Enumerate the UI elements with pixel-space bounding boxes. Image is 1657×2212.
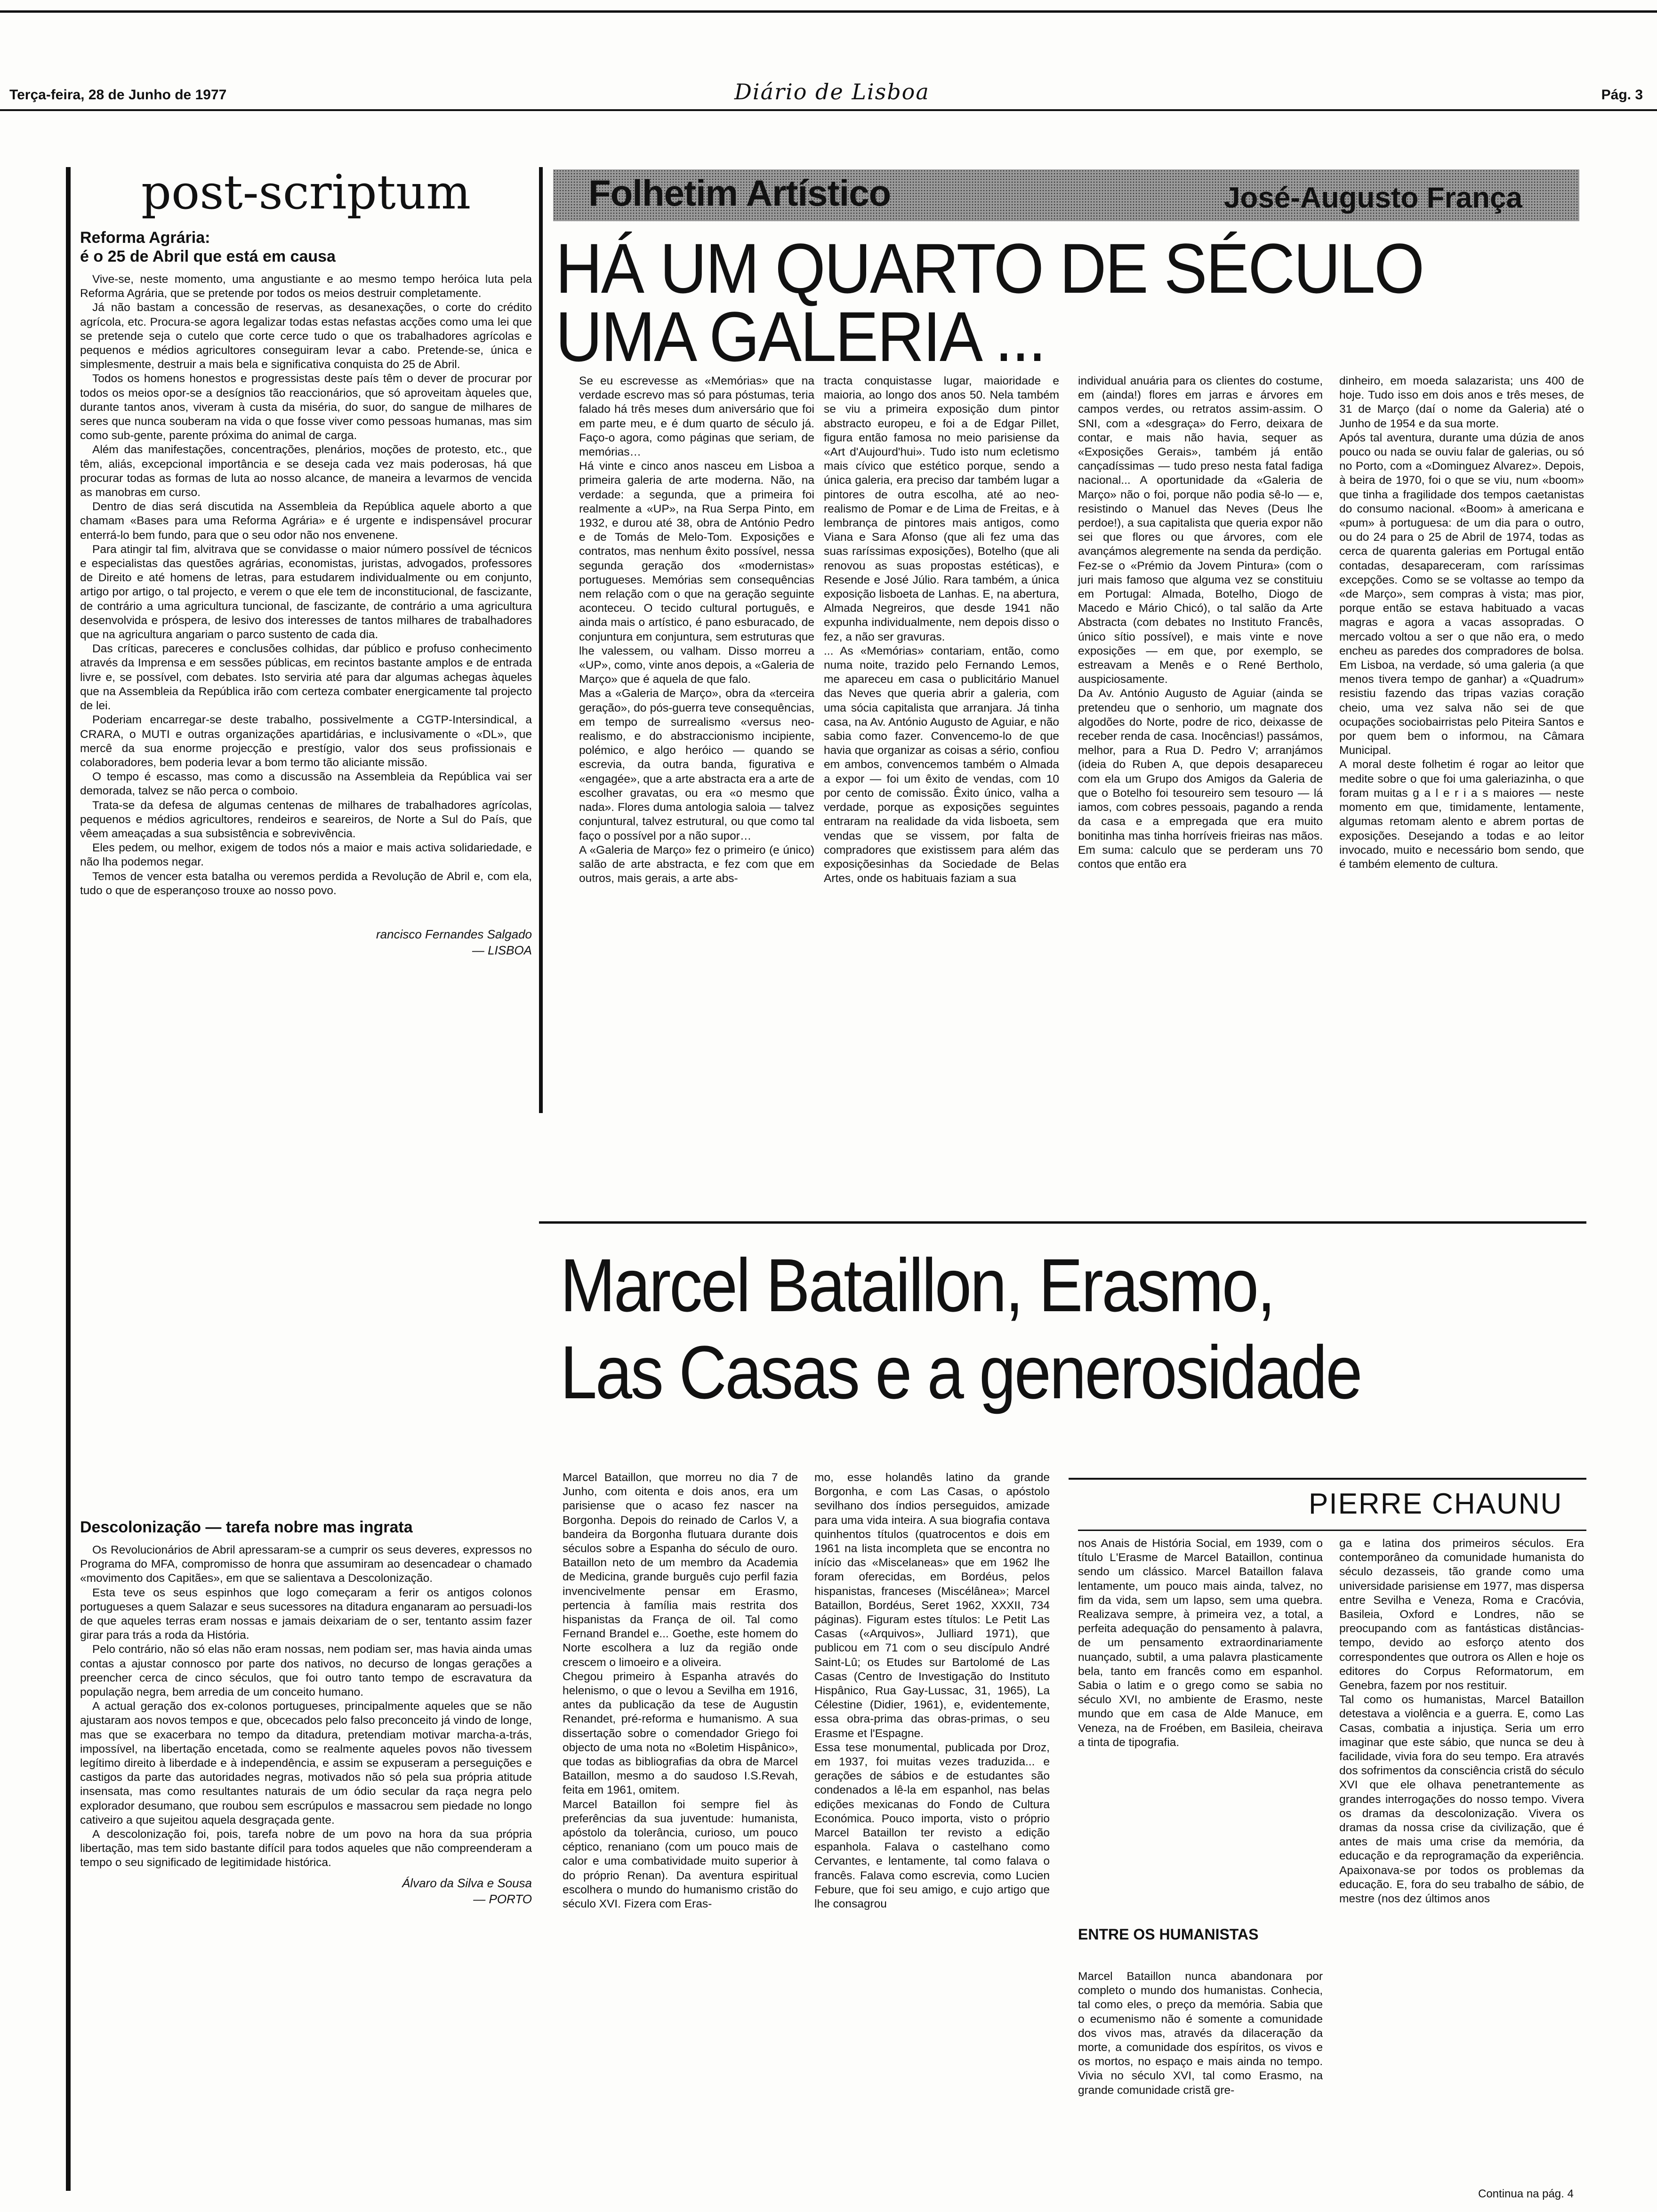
article-2-body [80,1543,532,1870]
masthead-rule [0,109,1657,111]
continua-note: Continua na pág. 4 [1478,2188,1574,2200]
paragraph: Das críticas, pareceres e conclusões colhidas, dar público e profuso conhecimento através da Imprensa e em sessões públicas, em recintos bastante amplos e de entrada livre e, se possível, com debates. Isto serviria até para dar algumas achegas àqueles que na Assembleia da República irão com certeza combater energicamente tal projecto de lei. [80,642,532,713]
folhetim-headline-line2: UMA GALERIA ... [555,297,1045,376]
paragraph: Temos de vencer esta batalha ou veremos perdida a Revolução de Abril e, com ela, tudo o que de esperançoso trouxe ao nosso povo. [80,870,532,897]
paragraph: Pelo contrário, não só elas não eram nossas, nem podiam ser, mas havia ainda umas contas a ajustar connosco por parte dos nativos, no decurso de longas gerações a preencher cerca de cinco séculos, que foi outro tanto tempo de escravatura da população negra, bem arredia de um conceito humano. [80,1643,532,1699]
postscriptum-title: post-scriptum [141,165,471,220]
folhetim-column-4: dinheiro, em moeda salazarista; uns 400 de hoje. Tudo isso em dois anos e três meses, de 31 de Março (daí o nome da Galeria) até o Junho de 1954 e da sua morte. Após tal aventura, durante uma dúzia de anos pouco ou nada se ouviu falar de galerias, ou só no Porto, com a «Dominguez Alvarez». Depois, à beira de 1970, foi o que se viu, num «boom» que tinha a fragilidade dos tempos caetanistas do consumo nacional. «Boom» à americana e «pum» à portuguesa: de um dia para o outro, ou do 24 para o 25 de Abril de 1974, todas as cerca de quarenta galerias em Portugal então contadas, desapareceram, com raríssimas excepções. Como se se voltasse ao tempo da «de Março», sem compras à vista; mas pior, porque então se estava habituado a vacas magras e agora a vacas assopradas. O mercado voltou a ser o que não era, o medo encheu as paredes dos compradores de bolsa. Em Lisboa, na verdade, só uma galeria (a que menos tivera tempo de ganhar) a «Quadrum» resistiu fazendo das tripas vazias coração cheio, uma vez salva não sei de que ocupações sociobairristas pelo Piteira Santos e por quem bem o informou, na Câmara Municipal. A moral deste folhetim é rogar ao leitor que medite sobre o que foi uma galeriazinha, o que foram muitas g a l e r i a s maiores — neste momento em que, timidamente, lentamente, algumas retomam alento e abrem portas de exposições. Desejando a todas e ao leitor invocado, muito e necessário bom sendo, que é também elemento de cultura. [1339,375,1584,871]
article-2-signature-place: — PORTO [473,1891,532,1906]
article-1-headline-line1: Reforma Agrária: [80,229,210,247]
folhetim-column-1: Se eu escrevesse as «Memórias» que na verdade escrevo mas só para póstumas, teria falado há três meses dum aniversário que foi em parte meu, e é dum quarto de século já. Faço-o agora, como páginas que seriam, de memórias… Há vinte e cinco anos nasceu em Lisboa a primeira galeria de arte moderna. Não, na verdade: a segunda, que a primeira foi realmente a «UP», na Rua Serpa Pinto, em 1932, e durou até 38, obra de António Pedro e de Tomás de Melo-Tom. Exposições e contratos, mas nenhum êxito possível, nessa segunda geração dos «modernistas» portugueses. Memórias sem consequências nem relação com o que na geração seguinte aconteceu. O tecido cultural português, e ainda mais o artístico, é pano esburacado, de conjuntura em conjuntura, sem estruturas que lhe valessem, ou valham. Disso morreu a «UP», como, vinte anos depois, a «Galeria de Março» que é aquela de que falo. Mas a «Galeria de Março», obra da «terceira geração», do pós-guerra teve consequências, em tempo de surrealismo «versus neo-realismo, e do abstraccionismo incipiente, polémico, e algo heróico — quando se escrevia, da outra banda, figurativa e «engagée», que a arte abstracta era a arte de escolher gravatas, ou era «o mesmo que nada». Flores duma antologia saloia — talvez conjuntural, talvez estrutural, ou que como tal faço o possível por a não supor… A «Galeria de Março» fez o primeiro (e único) salão de arte abstracta, e fez com que em outros, mais gerais, a arte abs- [579,375,814,885]
folhetim-author: José-Augusto França [1224,182,1522,214]
paragraph: Já não bastam a concessão de reservas, as desanexações, o corte do crédito agrícola, etc. Procura-se agora legalizar todas estas nefastas acções como uma lei que se pretende seja o cutelo que corte cerce tudo o que os trabalhadores agrícolas e pequenos e médios agricultores conseguiram levar a cabo. Pretende-se, única e simplesmente, destruir a mais bela e significativa conquista do 25 de Abril. [80,301,532,371]
masthead-newspaper: Diário de Lisboa [734,79,930,104]
bataillon-column-4: ga e latina dos primeiros séculos. Era contemporâneo da comunidade humanista do século dezasseis, tão grande como uma universidade parisiense em 1977, mas dispersa entre Sevilha e Veneza, Roma e Cracóvia, Basileia, Oxford e Londres, não se preocupando com as fantásticas distâncias-tempo, devido ao esforço atento dos correspondentes que outrora os Allen e hoje os editores do Corpus Reformatorum, em Genebra, fazem por nos restituir. Tal como os humanistas, Marcel Bataillon detestava a violência e a guerra. E, como Las Casas, combatia a injustiça. Seria um erro imaginar que este sábio, que nunca se deu à facilidade, vivia fora do seu tempo. Era através dos sofrimentos da consciência cristã do século XVI que ele olhava penetrantemente as grandes interrogações do nosso tempo. Vivera os dramas da descolonização. Vivera os dramas da nossa crise da civilização, que é antes de mais uma crise da memória, da educação e da reprogramação da experiência. Apaixonava-se por todos os problemas da educação. E, fora do seu trabalho de sábio, de mestre (nos dez últimos anos [1339,1537,1584,1906]
section-divider [539,1221,1586,1224]
article-2-signature-name: Álvaro da Silva e Sousa [402,1875,532,1890]
bataillon-column-1: Marcel Bataillon, que morreu no dia 7 de Junho, com oitenta e dois anos, era um parisiense que o acaso fez nascer na Borgonha. Depois do reinado de Carlos V, a bandeira da Borgonha flutuara durante dois séculos sobre a Espanha do século de ouro. Bataillon neto de um membro da Academia de Medicina, grande burguês cujo perfil fazia invencivelmente pensar em Erasmo, pertencia à família mais restrita dos hispanistas da França de oil. Tal como Fernand Brandel e... Goethe, este homem do Norte escolhera a luz da região onde crescem o limoeiro e a oliveira. Chegou primeiro à Espanha através do helenismo, o que o levou a Sevilha em 1916, antes da publicação da tese de Augustin Renandet, pré-reforma e humanismo. A sua dissertação sobre o comendador Griego foi objecto de uma nota no «Boletim Hispânico», que todas as bibliografias da obra de Marcel Bataillon, mesmo a do saudoso I.S.Revah, feita em 1961, omitem. Marcel Bataillon foi sempre fiel às preferências da sua juventude: humanista, apóstolo da tolerância, curioso, um pouco céptico, renaniano (com um pouco mais de calor e uma combatividade muito superior à do próprio Renan). Da aventura espiritual escolhera o mundo do humanismo cristão do século XVI. Fizera com Eras- [563,1471,798,1911]
folhetim-banner-title: Folhetim Artístico [588,172,891,214]
top-rule [0,10,1657,13]
author-rule-bottom [1078,1530,1586,1531]
article-1-headline-line2: é o 25 de Abril que está em causa [80,248,336,265]
folhetim-left-rule [539,167,543,1113]
paragraph: Esta teve os seus espinhos que logo começaram a ferir os antigos colonos portugueses a quem Salazar e seus sucessores na ditadura enganaram ao persuadi-los de que aqueles terras eram nossas e jamais deixariam de o ser, tentanto assim fazer girar para trás a roda da História. [80,1586,532,1642]
article-1-signature-place: — LISBOA [472,943,532,957]
author-rule [1069,1478,1586,1480]
bataillon-column-2: mo, esse holandês latino da grande Borgonha, e com Las Casas, o apóstolo sevilhano dos índios perseguidos, amizade para uma vida inteira. A sua biografia contava quinhentos títulos (quatrocentos e dois em 1961 na lista incompleta que se encontra no início das «Miscelaneas» que em 1962 lhe foram oferecidas, em Bordéus, pelos hispanistas, franceses (Miscélânea»; Marcel Bataillon, Bordéus, Seret 1962, XXXII, 734 páginas). Figuram estes títulos: Le Petit Las Casas («Arquivos», Julliard 1971), que publicou em 71 com o seu discípulo André Saint-Lû; os Etudes sur Bartolomé de Las Casas (Centro de Investigação do Instituto Hispânico, Rua Gay-Lussac, 31, 1965), La Célestine (Didier, 1961), e, evidentemente, essa obra-prima das obras-primas, o seu Erasme et l'Espagne. Essa tese monumental, publicada por Droz, em 1937, foi muitas vezes traduzida... e gerações de sábios e de estudantes são condenados a lê-la em espanhol, nas belas edições mexicanas do Fondo de Cultura Económica. Pouco importa, visto o próprio Marcel Bataillon ter revisto a edição espanhola. Falava o castelhano como Cervantes, e lentamente, tal como falava o francês. Falava como escrevia, como Lucien Febure, que foi seu amigo, e cujo artigo que lhe consagrou [814,1471,1050,1911]
paragraph: A descolonização foi, pois, tarefa nobre de um povo na hora da sua própria libertação, mas tem sido bastante difícil para todos aqueles que não compreenderam a tempo o seu significado de legitimidade histórica. [80,1828,532,1869]
postscriptum-article-2 [80,1518,532,1907]
paragraph: Trata-se da defesa de algumas centenas de milhares de trabalhadores agrícolas, pequenos e médios agricultores, rendeiros e seareiros, de Norte a Sul do País, que vêem ameaçadas a sua subsistência e sobrevivência. [80,799,532,840]
folhetim-column-3: individual anuária para os clientes do costume, em (ainda!) flores em jarras e árvores em campos verdes, ou retratos assim-assim. O SNI, com a «desgraça» do Ferro, deixara de contar, e mais não havia, sequer as «Exposições Gerais», também já então cançadíssimas — tudo preso nesta fatal fadiga nacional... A oportunidade da «Galeria de Março» não o foi, porque não podia sê-lo — e, resistindo o Manuel das Neves (Deus lhe perdoe!), a sua capitalista que queria expor não sei que flores ou que árvores, com ele avançámos alegremente na senda da perdição. Fez-se o «Prémio da Jovem Pintura» (com o juri mais famoso que alguma vez se constituiu em Portugal: Almada, Botelho, Diogo de Macedo e Mário Chicó), o tal salão da Arte Abstracta (com debates no Instituto Francês, único sítio possível), e mais vinte e nove exposições — em que, por exemplo, se estreavam a Menês e o René Bertholo, auspiciosamente. Da Av. António Augusto de Aguiar (ainda se pretendeu que o senhorio, um magnate dos algodões do Norte, podre de rico, deixasse de receber renda de casa. Inocências!) passámos, melhor, para a Rua D. Pedro V; arranjámos (ideia do Ruben A, que depois desapareceu com ela um Grupo dos Amigos da Galeria de que o Botelho foi tesoureiro sem tesouro — lá iamos, com cobres pessoais, pagando a renda da casa e a empregada que era muito bonitinha mas tinha horríveis frieiras nas mãos. Em suma: calculo que se perderam uns 70 contos que então era [1078,375,1323,871]
paragraph: Eles pedem, ou melhor, exigem de todos nós a maior e mais activa solidariedade, e não lha podemos negar. [80,842,532,869]
article-1-signature-name: rancisco Fernandes Salgado [376,927,532,941]
paragraph: Além das manifestações, concentrações, plenários, moções de protesto, etc., que têm, aliás, excepcional importância e se deseja cada vez mais poderosas, há que procurar todas as formas de luta ao nosso alcance, de maneira a levarmos de vencida as manobras em curso. [80,443,532,499]
postscriptum-left-rule [66,167,71,2191]
paragraph: Dentro de dias será discutida na Assembleia da República aquele aborto a que chamam «Bases para uma Reforma Agrária» e é urgente e indispensável procurar enterrá-lo bem fundo, para que o seu odor não nos envenene. [80,500,532,542]
bataillon-headline-line1: Marcel Bataillon, Erasmo, [560,1243,1274,1327]
paragraph: Vive-se, neste momento, uma angustiante e ao mesmo tempo heróica luta pela Reforma Agrária, que se pretende por todos os meios destruir completamente. [80,273,532,300]
bataillon-author: PIERRE CHAUNU [1309,1488,1563,1520]
bataillon-headline-line2: Las Casas e a generosidade [560,1330,1361,1414]
paragraph: A actual geração dos ex-colonos portugueses, principalmente aqueles que se não ajustaram aos novos tempos e que, obcecados pelo falso preconceito já vindo de longe, mas que se exacerbara no tempo da ditadura, pretendiam motivar marcha-a-trás, impossível, na libertação encetada, como se realmente aqueles povos não tivessem legítimo direito à liberdade e à independência, e assim se expuseram a perseguições e castigos da parte das autoridades negras, motivados não só pela sua própria atitude insensata, mas como resultantes naturais de um ódio secular da raça negra pelo explorador desumano, que roubou sem escrúpulos e massacrou sem piedade no longo cativeiro a que sujeitou aquela desgraçada gente. [80,1700,532,1827]
folhetim-headline-line1: HÁ UM QUARTO DE SÉCULO [555,229,1424,308]
masthead-date: Terça-feira, 28 de Junho de 1977 [9,87,227,103]
bataillon-column-3: nos Anais de História Social, em 1939, com o título L'Erasme de Marcel Bataillon, continua sendo um clássico. Marcel Bataillon falava lentamente, um pouco mais ainda, talvez, no fim da vida, sem um lapso, sem uma quebra. Realizava sempre, à primeira vez, a total, a perfeita adequação do pensamento à palavra, de um pensamento extraordinariamente nuançado, subtil, a uma palavra plasticamente bela, tanto em francês como em espanhol. Sabia o latim e o grego como se sabia no século XVI, no ambiente de Erasmo, neste mundo que em casa de Alde Manuce, em Veneza, na de Froében, em Basileia, cheirava a tinta de tipografia. [1078,1537,1323,1749]
masthead-page: Pág. 3 [1601,87,1643,103]
article-2-headline: Descolonização — tarefa nobre mas ingrata [80,1518,413,1536]
paragraph: Todos os homens honestos e progressistas deste país têm o dever de procurar por todos os meios opor-se a desígnios tão reaccionários, que só aproveitam àqueles que, durante tantos anos, viveram à custa da miséria, do suor, do sangue de milhares de seres que nunca souberam na vida o que fosse viver como pessoas humanas, mas sim como sub-gente, parente próxima do animal de carga. [80,372,532,442]
bataillon-subhead: ENTRE OS HUMANISTAS [1078,1926,1259,1943]
paragraph: Os Revolucionários de Abril apressaram-se a cumprir os seus deveres, expressos no Programa do MFA, compromisso de honra que assumiram ao desencadear o chamado «movimento dos Capitães», em que se salientava a Descolonização. [80,1544,532,1585]
article-1-body [80,272,532,898]
paragraph: O tempo é escasso, mas como a discussão na Assembleia da República vai ser demorada, talvez se não perca o comboio. [80,770,532,798]
bataillon-subcolumn: Marcel Bataillon nunca abandonara por completo o mundo dos humanistas. Conhecia, tal como eles, o preço da memória. Sabia que o ecumenismo não é somente a comunidade dos vivos mas, através da dilaceração da morte, a comunidade dos espíritos, os vivos e os mortos, no espaço e mais ainda no tempo. Vivia no século XVI, tal como Erasmo, na grande comunidade cristã gre- [1078,1970,1323,2097]
postscriptum-article-1 [80,228,532,958]
paragraph: Para atingir tal fim, alvitrava que se convidasse o maior número possível de técnicos e especialistas das questões agrárias, economistas, juristas, advogados, professores de Direito e até homens de letras, para estudarem individualmente ou em conjunto, artigo por artigo, o tal projecto, e verem o que ele tem de inconstitucional, de fascizante, de contrário a uma agricultura tuncional, de fascizante, de contrário a uma agricultura desenvolvida e próspera, de lesivo dos interesses de tantos milhares de trabalhadores que na agricultura angariam o parco sustento de cada dia. [80,543,532,641]
folhetim-column-2: tracta conquistasse lugar, maioridade e maioria, ao longo dos anos 50. Nela também se viu a primeira exposição dum pintor abstracto europeu, e foi a de Edgar Pillet, figura então famosa no meio parisiense da «Art d'Aujourd'hui». Tudo isto num ecletismo mais cívico que estético porque, sendo a única galeria, era preciso dar também lugar a pintores de outra escolha, até ao neo-realismo de Pomar e de Lima de Freitas, e à lembrança de pintores mais antigos, como Viana e Sara Afonso (que ali fez uma das suas raríssimas exposições), Botelho (que ali renovou as suas propostas estéticas), e Resende e José Júlio. Rara também, a única exposição lisboeta de Lanhas. E, na abertura, Almada Negreiros, que desde 1941 não expunha individualmente, nem depois disso o fez, a não ser gravuras. ... As «Memórias» contariam, então, como numa noite, trazido pelo Fernando Lemos, me apareceu em casa o publicitário Manuel das Neves que queria abrir a galeria, com uma sócia capitalista que arranjara. Já tinha casa, na Av. António Augusto de Aguiar, e não sabia como fazer. Convencemo-lo de que havia que organizar as coisas a sério, confiou em ambos, convencemos também o Almada a expor — foi um êxito de vendas, com 10 por cento de comissão. Êxito único, valha a verdade, porque as exposições seguintes entraram na realidade da vida lisboeta, sem vendas que se vissem, por falta de compradores que existissem para além das exposiçõesinhas da Sociedade de Belas Artes, onde os habituais faziam a sua [824,375,1059,885]
paragraph: Poderiam encarregar-se deste trabalho, possivelmente a CGTP-Intersindical, a CRARA, o MUTI e outras organizações apartidárias, e inclusivamente o «DL», que mercê da sua enorme projecção e prestígio, valor dos seus profissionais e colaboradores, bem poderia levar a bom termo tão aliciante missão. [80,713,532,769]
